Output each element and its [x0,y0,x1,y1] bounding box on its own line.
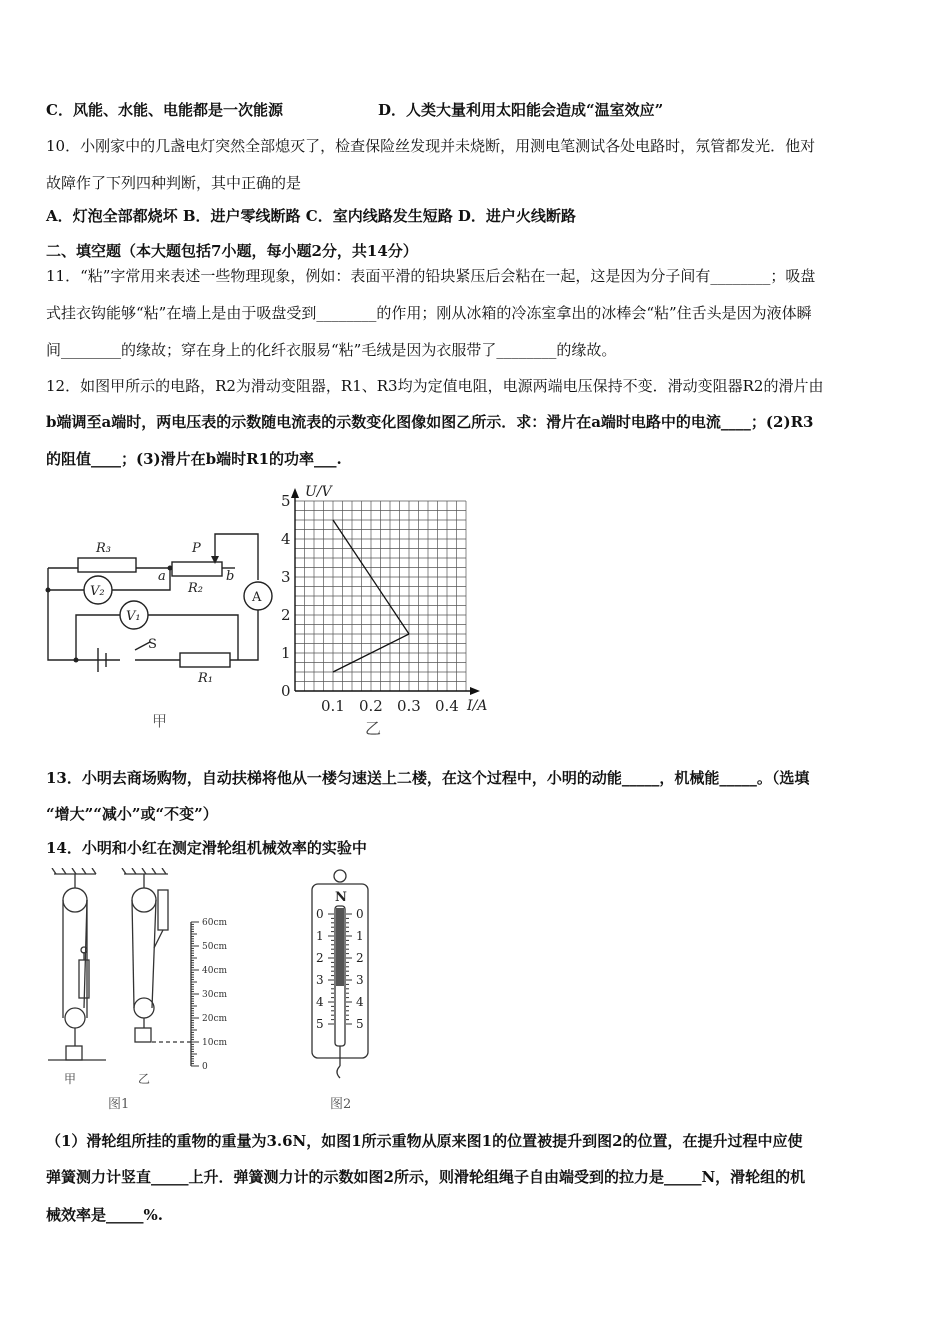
label-ammeter: A [252,590,262,605]
ruler-label: 30cm [202,990,228,1000]
q13-line2: “增大”“减小”或“不变”） [46,805,218,823]
q10-line1: 10．小刚家中的几盏电灯突然全部熄灭了，检查保险丝发现并未烧断，用测电笔测试各处电路时，氖管都发光．他对 [46,137,816,155]
section-heading: 二、填空题（本大题包括7小题，每小题2分，共14分） [46,242,418,260]
q11-line2: 式挂衣钩能够“粘”在墙上是由于吸盘受到________的作用；刚从冰箱的冷冻室拿出的冰棒会“粘”住舌头是因为液体瞬 [46,304,812,322]
circuit-caption: 甲 [152,712,168,730]
figure2-caption: 图2 [330,1097,352,1112]
q12-line1: 12．如图甲所示的电路，R2为滑动变阻器，R1、R3均为定值电阻，电源两端电压保持不变．滑动变阻器R2的滑片由 [46,377,824,395]
ruler-label: 0 [202,1062,208,1072]
q14-part1-line1: （1）滑轮组所挂的重物的重量为3.6N，如图1所示重物从原来图1的位置被提升到图2的位置，在提升过程中应使 [46,1132,803,1150]
q14-line1: 14．小明和小红在测定滑轮组机械效率的实验中 [46,839,367,857]
q14-part1-line3: 械效率是_____%. [46,1206,163,1224]
ui-graph [275,478,505,748]
pulley-figure [46,868,296,1113]
label-r2: R₂ [188,581,203,596]
q11-line3: 间________的缘故；穿在身上的化纤衣服易“粘”毛绒是因为衣服带了________的缘故。 [46,341,617,359]
figure1-caption: 图1 [108,1097,130,1112]
ruler-label: 40cm [202,966,228,976]
ruler-label: 50cm [202,942,228,952]
x-tick-label: 0.4 [435,697,459,715]
q12-line2: b端调至a端时，两电压表的示数随电流表的示数变化图像如图乙所示．求：滑片在a端时电路中的电流____；(2)R3 [46,413,814,431]
graph-ylabel: U/V [305,484,332,500]
scale-label-left: 1 [316,929,324,943]
y-tick-label: 0 [281,682,291,700]
label-v1: V₁ [126,609,141,624]
label-switch: S [148,637,157,652]
scale-unit: N [335,890,347,905]
q10-line2: 故障作了下列四种判断，其中正确的是 [46,174,302,192]
y-tick-label: 2 [281,606,291,624]
label-b: b [226,569,235,584]
scale-label-left: 0 [316,907,324,921]
scale-label-right: 2 [356,951,364,965]
y-tick-label: 3 [281,568,291,586]
scale-label-right: 4 [356,995,364,1009]
x-tick-label: 0.1 [321,697,345,715]
ruler-label: 60cm [202,918,228,928]
q12-line3: 的阻值____；(3)滑片在b端时R1的功率___. [46,450,342,468]
q9-option-c: C．风能、水能、电能都是一次能源 [46,101,283,119]
graph-xlabel: I/A [467,698,488,714]
graph-caption: 乙 [365,719,382,738]
label-jia: 甲 [64,1072,77,1086]
y-tick-label: 5 [281,492,291,510]
y-tick-label: 1 [281,644,291,662]
q10-options: A．灯泡全部都烧坏 B．进户零线断路 C．室内线路发生短路 D．进户火线断路 [46,207,576,225]
scale-label-right: 0 [356,907,364,921]
label-r3: R₃ [96,541,111,556]
scale-label-right: 1 [356,929,364,943]
spring-scale-figure [298,868,378,1113]
scale-label-left: 4 [316,995,324,1009]
x-tick-label: 0.2 [359,697,383,715]
label-p: P [192,541,201,556]
scale-label-left: 5 [316,1017,324,1031]
label-a: a [158,569,166,584]
x-tick-label: 0.3 [397,697,421,715]
ruler-label: 20cm [202,1014,228,1024]
scale-label-left: 2 [316,951,324,965]
label-v2: V₂ [90,584,105,599]
scale-label-left: 3 [316,973,324,987]
y-tick-label: 4 [281,530,291,548]
q9-option-d: D．人类大量利用太阳能会造成“温室效应” [378,101,664,119]
q11-line1: 11．“粘”字常用来表述一些物理现象，例如：表面平滑的铅块紧压后会粘在一起，这是因为分子间有________；吸盘 [46,267,816,285]
q14-part1-line2: 弹簧测力计竖直_____上升．弹簧测力计的示数如图2所示，则滑轮组绳子自由端受到的拉力是_____N，滑轮组的机 [46,1168,806,1186]
label-r1: R₁ [198,671,213,686]
circuit-diagram [40,520,280,740]
scale-label-right: 5 [356,1017,364,1031]
label-yi: 乙 [138,1072,151,1086]
ruler-label: 10cm [202,1038,228,1048]
q13-line1: 13．小明去商场购物，自动扶梯将他从一楼匀速送上二楼，在这个过程中，小明的动能_____，机械能_____。（选填 [46,769,810,787]
scale-label-right: 3 [356,973,364,987]
